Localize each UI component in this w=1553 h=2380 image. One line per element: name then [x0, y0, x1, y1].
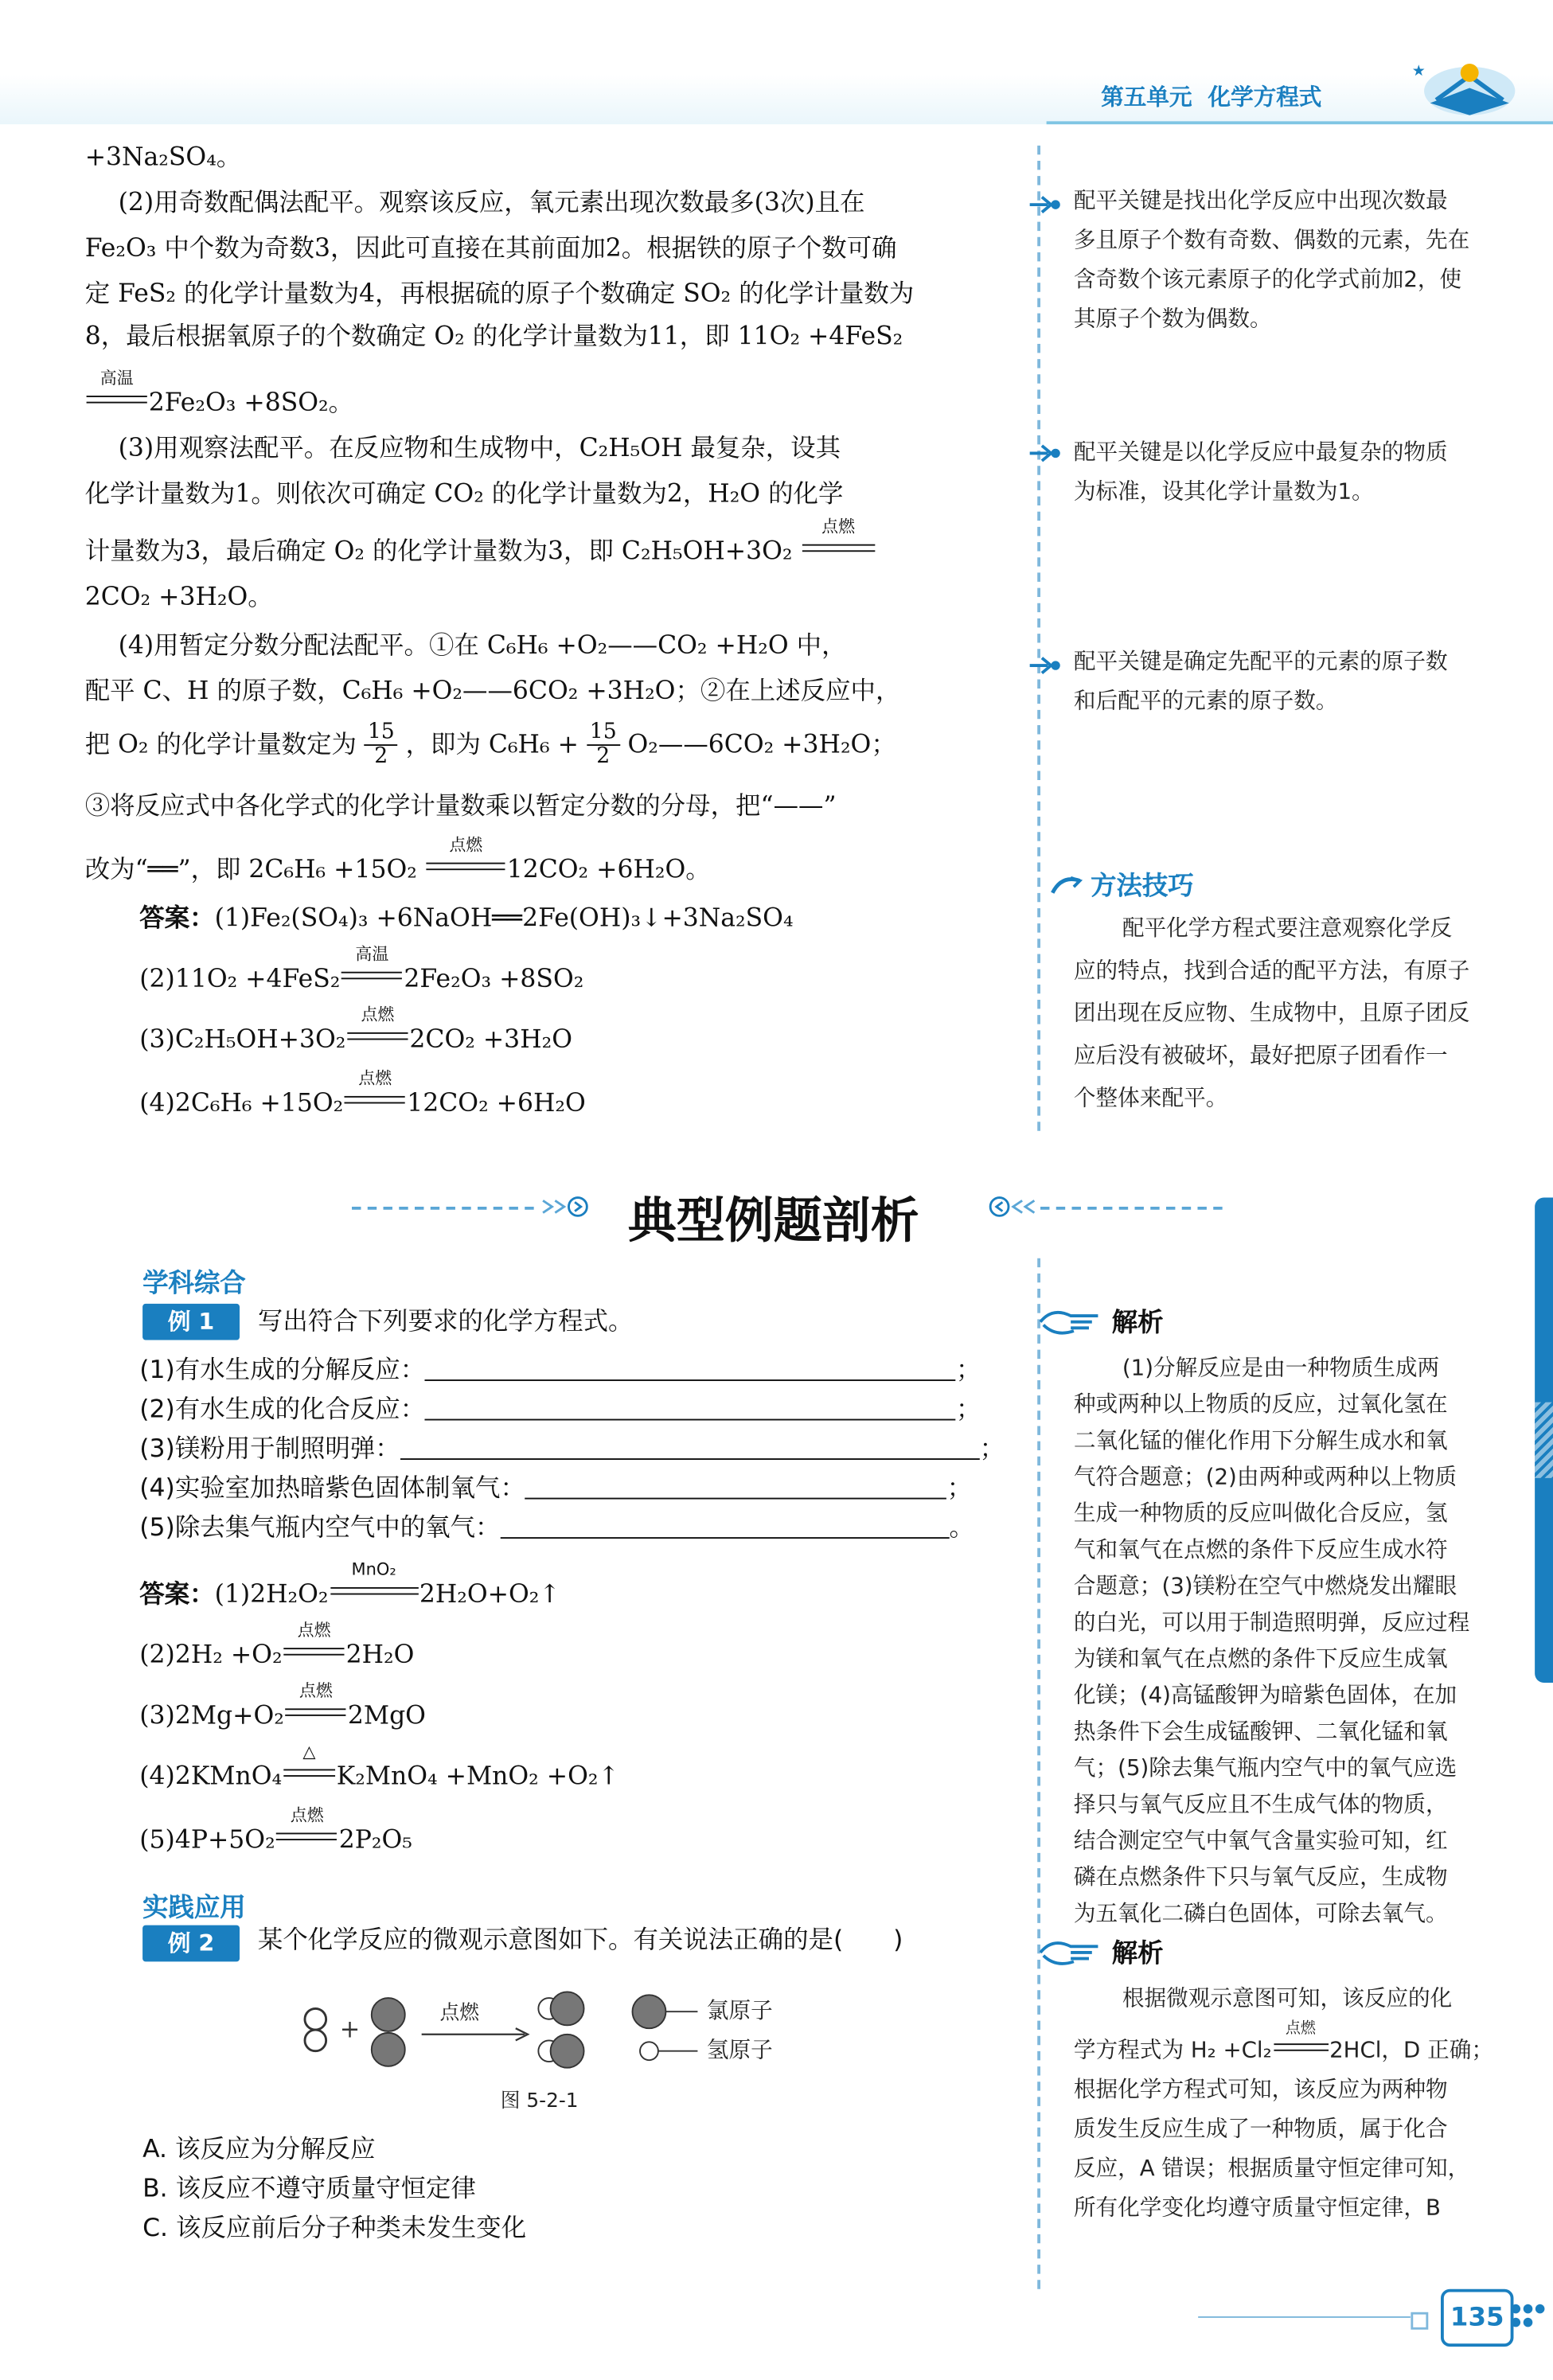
solution-line: (2)用奇数配偶法配平。观察该反应，氧元素出现次数最多(3次)且在: [118, 188, 865, 217]
reaction-condition: △: [283, 1765, 335, 1789]
answer-line: (4)2KMnO₄ △ K₂MnO₄ +MnO₂ +O₂↑: [139, 1742, 619, 1791]
solution-line: 配平 C、H 的原子数，C₆H₆ +O₂——6CO₂ +3H₂O；②在上述反应中，: [84, 676, 901, 705]
reaction-condition: 点燃: [802, 540, 874, 564]
section-divider: [1040, 1207, 1223, 1210]
note-arrow-icon: [1028, 443, 1062, 464]
option-b[interactable]: B. 该反应不遵守质量守恒定律: [142, 2173, 476, 2203]
double-chevron-left-icon: [985, 1195, 1037, 1225]
solution-line: (4)用暂定分数分配法配平。①在 C₆H₆ +O₂——CO₂ +H₂O 中，: [118, 630, 847, 660]
analysis-line: 磷在点燃条件下只与氧气反应，生成物: [1073, 1866, 1448, 1890]
header-rule: [1047, 121, 1553, 124]
question-item: (2)有水生成的化合反应： ；: [139, 1395, 981, 1424]
example-badge: 例 2: [142, 1925, 240, 1962]
solution-line: 改为“══”，即 2C₆H₆ +15O₂ 点燃 12CO₂ +6H₂O。: [84, 835, 711, 884]
analysis-line: (1)分解反应是由一种物质生成两: [1122, 1356, 1440, 1381]
tips-line: 个整体来配平。: [1073, 1087, 1228, 1111]
side-note: 配平关键是找出化学反应中出现次数最: [1073, 189, 1448, 214]
pencil-swoosh-icon: [1049, 871, 1083, 904]
pointing-hand-icon: [1037, 1303, 1104, 1345]
side-note: 含奇数个该元素原子的化学式前加2，使: [1073, 268, 1462, 293]
answer-line: (3)C₂H₅OH+3O₂ 点燃 2CO₂ +3H₂O: [139, 1005, 573, 1054]
side-note: 配平关键是以化学反应中最复杂的物质: [1073, 441, 1448, 466]
reaction-condition: 点燃: [283, 1643, 344, 1668]
footer-rule: [1198, 2316, 1411, 2318]
question-item: (4)实验室加热暗紫色固体制氧气： ；: [139, 1473, 973, 1503]
analysis-line: 质发生反应生成了一种物质，属于化合: [1073, 2117, 1448, 2143]
solution-line: 化学计量数为1。则依次可确定 CO₂ 的化学计量数为2，H₂O 的化学: [84, 478, 844, 508]
analysis-line: 生成一种物质的反应叫做化合反应，氢: [1073, 1502, 1448, 1527]
option-a[interactable]: A. 该反应为分解反应: [142, 2134, 376, 2163]
solution-line: 计量数为3，最后确定 O₂ 的化学计量数为3，即 C₂H₅OH+3O₂ 点燃: [85, 540, 876, 564]
answer-blank[interactable]: [400, 1457, 980, 1460]
analysis-line: 择只与氧气反应且不生成气体的物质，: [1073, 1793, 1448, 1818]
double-chevron-right-icon: [540, 1195, 591, 1225]
side-note: 多且原子个数有奇数、偶数的元素，先在: [1073, 228, 1470, 254]
tips-line: 团出现在反应物、生成物中，且原子团反: [1073, 1001, 1470, 1027]
analysis-line: 热条件下会生成锰酸钾、二氧化锰和氧: [1073, 1720, 1448, 1746]
solution-line: 高温 2Fe₂O₃ +8SO₂。: [85, 391, 353, 416]
pointing-hand-icon: [1037, 1933, 1104, 1976]
category-title: 实践应用: [142, 1893, 246, 1924]
analysis-line: 气符合题意；(2)由两种或两种以上物质: [1073, 1465, 1457, 1491]
header-title: [1101, 80, 1321, 112]
side-note: 配平关键是确定先配平的元素的原子数: [1073, 650, 1448, 675]
reaction-condition: 点燃: [1274, 2040, 1329, 2062]
answer-line: (2)2H₂ +O₂ 点燃 2H₂O: [139, 1620, 415, 1669]
category-title: 学科综合: [142, 1269, 246, 1300]
column-divider-lower: [1037, 1258, 1040, 2289]
analysis-heading: 解析: [1037, 1301, 1163, 1345]
analysis-line: 反应，A 错误；根据质量守恒定律可知，: [1073, 2157, 1470, 2182]
diagram-condition: 点燃: [439, 2002, 480, 2026]
book-logo-icon: [1403, 55, 1524, 122]
analysis-line: 气和氧气在点燃的条件下反应生成水符: [1073, 1539, 1448, 1563]
decorative-dots: ●●● ●●: [1510, 2300, 1547, 2329]
solution-line: 定 FeS₂ 的化学计量数为4，再根据硫的原子个数确定 SO₂ 的化学计量数为: [84, 279, 915, 308]
reaction-condition: 点燃: [286, 1704, 346, 1729]
svg-text:★: ★: [1411, 62, 1426, 80]
section-title: 典型例题剖析: [627, 1191, 919, 1250]
analysis-line: 的白光，可以用于制造照明弹，反应过程: [1073, 1611, 1470, 1636]
answer-line: (3)2Mg+O₂ 点燃 2MgO: [139, 1681, 426, 1730]
answer-line: (4)2C₆H₆ +15O₂ 点燃 12CO₂ +6H₂O: [139, 1068, 586, 1118]
page-number: 135: [1441, 2289, 1513, 2347]
h2-molecule: [305, 2008, 326, 2050]
answer-label: 答案：: [139, 903, 215, 933]
figure-caption: 图 5-2-1: [500, 2090, 579, 2113]
svg-text:+: +: [339, 2015, 361, 2044]
option-c[interactable]: C. 该反应前后分子种类未发生变化: [142, 2213, 527, 2242]
header-unit: 第五单元: [1101, 83, 1192, 111]
example-question: 某个化学反应的微观示意图如下。有关说法正确的是( ): [257, 1925, 903, 1954]
legend-hydrogen: 氢原子: [706, 2039, 773, 2063]
tips-line: 应后没有被破坏，最好把原子团看作一: [1073, 1044, 1448, 1069]
solution-line: 把 O₂ 的化学计量数定为 $\frac{15}{2}$ ，即为 C₆H₆ + $\frac{15}{2}$ O₂——6CO₂ +3H₂O；: [84, 720, 896, 770]
solution-line: (3)用观察法配平。在反应物和生成物中，C₂H₅OH 最复杂，设其: [118, 433, 841, 462]
analysis-line: 根据化学方程式可知，该反应为两种物: [1073, 2078, 1448, 2103]
answer-blank[interactable]: [425, 1378, 956, 1381]
reaction-condition: 点燃: [427, 858, 505, 883]
question-item: (5)除去集气瓶内空气中的氧气： 。: [139, 1512, 974, 1542]
side-note: 为标准，设其化学计量数为1。: [1073, 480, 1374, 505]
column-divider: [1037, 146, 1040, 1131]
header-topic: 化学方程式: [1208, 83, 1322, 111]
small-square-icon: [1411, 2308, 1429, 2336]
side-note: 和后配平的元素的原子数。: [1073, 689, 1338, 715]
solution-line: Fe₂O₃ 中个数为奇数3，因此可直接在其前面加2。根据铁的原子个数可确: [84, 233, 897, 263]
analysis-heading: 解析: [1037, 1931, 1163, 1976]
analysis-line: 化镁；(4)高锰酸钾为暗紫色固体，在加: [1073, 1684, 1457, 1709]
question-item: (1)有水生成的分解反应： ；: [139, 1355, 981, 1384]
tips-heading: 方法技巧: [1049, 864, 1193, 904]
reaction-condition: 点燃: [345, 1091, 405, 1116]
reaction-condition: MnO₂: [330, 1582, 418, 1607]
solution-line: ③将反应式中各化学式的化学计量数乘以暂定分数的分母，把“——”: [84, 791, 837, 821]
analysis-line: 合题意；(3)镁粉在空气中燃烧发出耀眼: [1073, 1574, 1457, 1600]
note-arrow-icon: [1028, 194, 1062, 216]
solution-line: +3Na₂SO₄。: [84, 142, 242, 172]
tips-line: 应的特点，找到合适的配平方法，有原子: [1073, 959, 1470, 984]
side-note: 其原子个数为偶数。: [1073, 307, 1272, 333]
answer-line: (2)11O₂ +4FeS₂ 高温 2Fe₂O₃ +8SO₂: [139, 944, 584, 993]
edge-tab-stripes: [1535, 1403, 1553, 1478]
question-item: (3)镁粉用于制照明弹： ；: [139, 1434, 1005, 1463]
answer-line: (5)4P+5O₂ 点燃 2P₂O₅: [139, 1805, 412, 1855]
reaction-condition: 高温: [87, 391, 147, 416]
answer-label: 答案：: [139, 1579, 215, 1609]
cl2-molecule: [372, 1998, 405, 2066]
example-question: 写出符合下列要求的化学方程式。: [257, 1306, 634, 1336]
analysis-line: 所有化学变化均遵守质量守恒定律，B: [1073, 2196, 1441, 2222]
reaction-condition: 点燃: [347, 1028, 408, 1052]
answer-line: 答案：(1)Fe₂(SO₄)₃ +6NaOH══2Fe(OH)₃↓+3Na₂SO₄: [139, 903, 794, 933]
answer-blank[interactable]: [525, 1496, 947, 1500]
solution-line: 2CO₂ +3H₂O。: [84, 582, 273, 611]
reaction-condition: 点燃: [277, 1828, 338, 1853]
reaction-condition: 高温: [341, 967, 402, 992]
note-arrow-icon: [1028, 655, 1062, 677]
hcl-molecule: [538, 1992, 583, 2067]
answer-blank[interactable]: [425, 1418, 956, 1421]
analysis-line: 学方程式为 H₂ +Cl₂ 点燃 2HCl，D 正确；: [1073, 2020, 1493, 2063]
analysis-line: 为五氧化二磷白色固体，可除去氧气。: [1073, 1902, 1448, 1927]
fraction: $\frac{15}{2}$: [587, 722, 620, 771]
analysis-line: 二氧化锰的催化作用下分解生成水和氧: [1073, 1429, 1448, 1454]
tips-line: 配平化学方程式要注意观察化学反: [1122, 917, 1453, 942]
analysis-line: 种或两种以上物质的反应，过氧化氢在: [1073, 1393, 1448, 1418]
analysis-line: 根据微观示意图可知，该反应的化: [1122, 1987, 1453, 2012]
analysis-line: 气；(5)除去集气瓶内空气中的氧气应选: [1073, 1757, 1457, 1781]
analysis-line: 为镁和氧气在点燃的条件下反应生成氧: [1073, 1648, 1448, 1672]
solution-line: 8，最后根据氧原子的个数确定 O₂ 的化学计量数为11，即 11O₂ +4FeS₂: [84, 321, 903, 350]
section-divider: [352, 1207, 534, 1210]
legend-markers: [632, 1995, 697, 2060]
answer-line: 答案：(1)2H₂O₂ MnO₂ 2H₂O+O₂↑: [139, 1559, 560, 1609]
answer-blank[interactable]: [501, 1535, 950, 1539]
fraction: $\frac{15}{2}$: [365, 722, 398, 771]
legend-chlorine: 氯原子: [706, 1999, 773, 2024]
example-badge: 例 1: [142, 1304, 240, 1340]
analysis-line: 结合测定空气中氧气含量实验可知，红: [1073, 1829, 1448, 1855]
